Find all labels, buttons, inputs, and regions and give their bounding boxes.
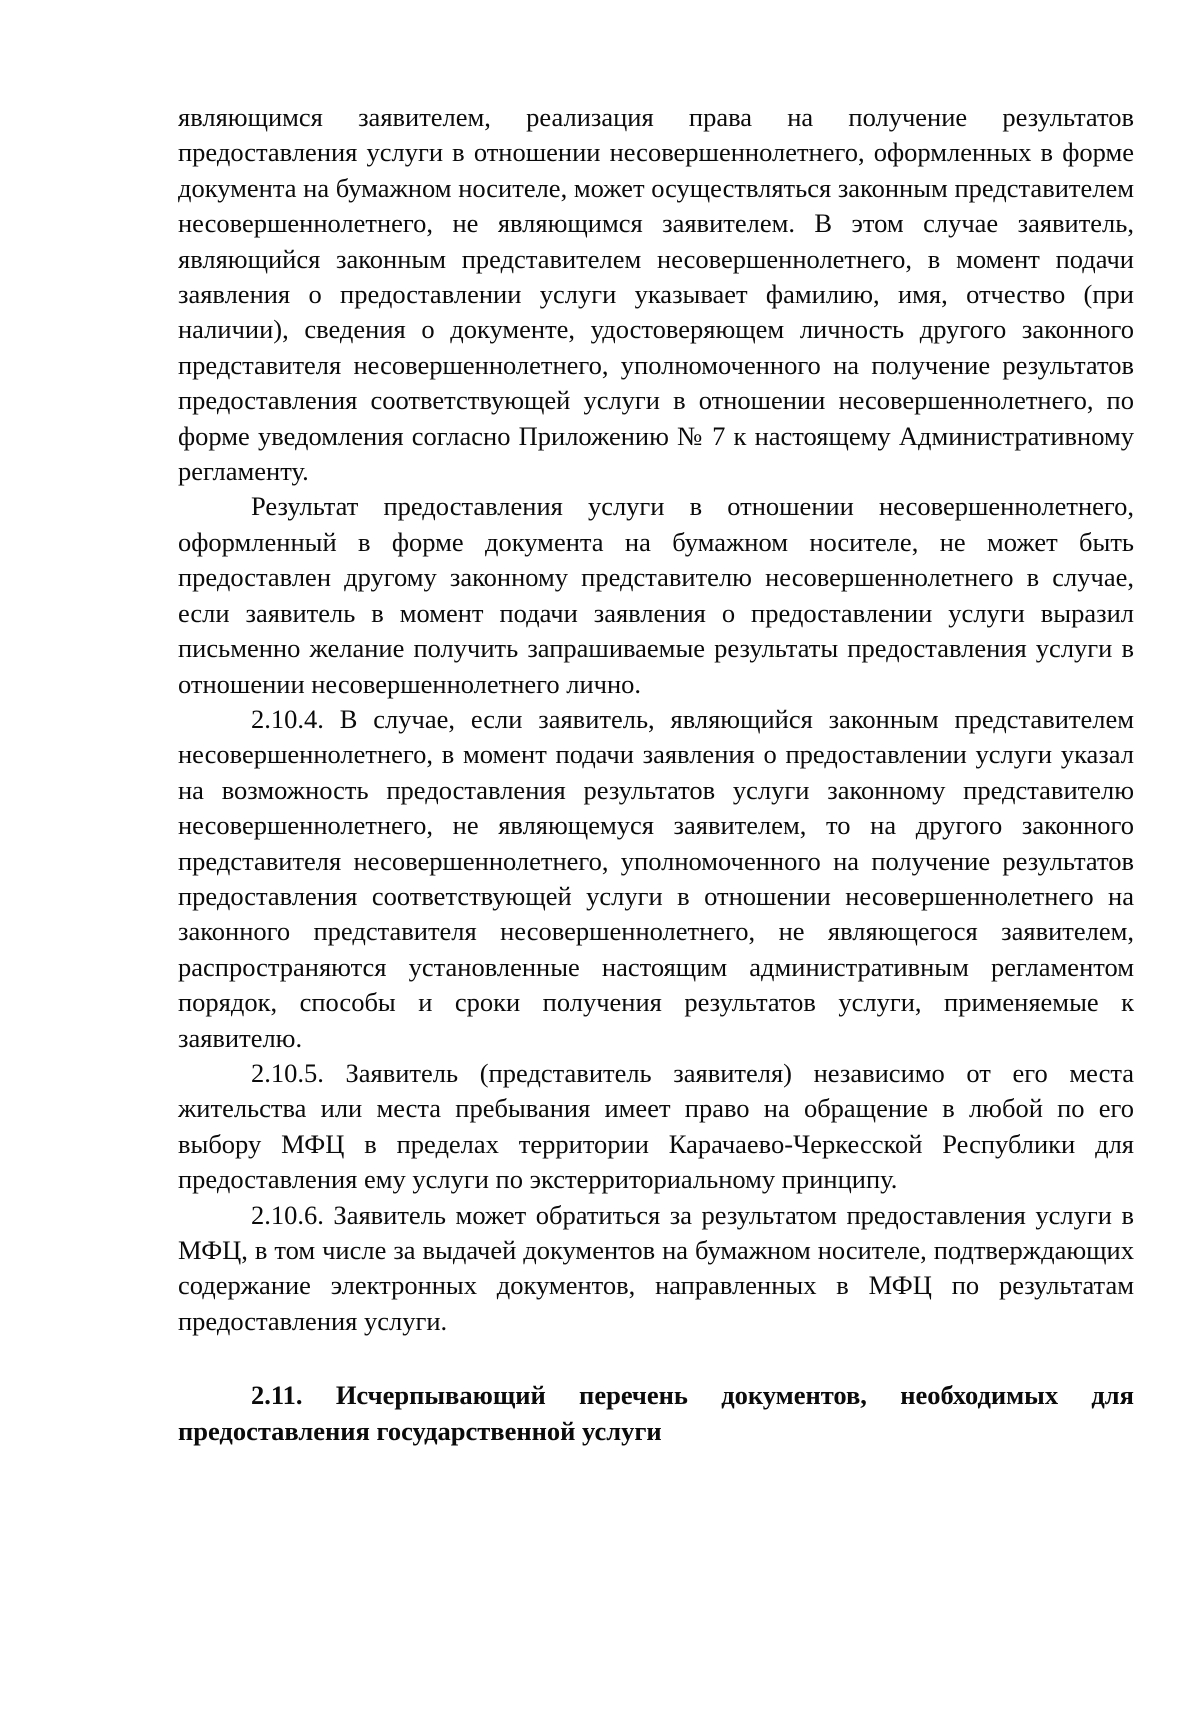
section-heading-2-11: 2.11. Исчерпывающий перечень документов, необходимых для предоставления государственной услуги — [178, 1380, 1134, 1447]
document-body — [178, 100, 1134, 1449]
paragraph-continuation: являющимся заявителем, реализация права на получение результатов предоставления услуги в отношении несовершеннолетнего, оформленных в форме документа на бумажном носителе, может осуществляться законным представителем несовершеннолетнего, не являющимся заявителем. В этом случае заявитель, являющийся законным представителем несовершеннолетнего, в момент подачи заявления о предоставлении услуги указывает фамилию, имя, отчество (при наличии), сведения о документе, удостоверяющем личность другого законного представителя несовершеннолетнего, уполномоченного на получение результатов предоставления соответствующей услуги в отношении несовершеннолетнего, по форме уведомления согласно Приложению № 7 к настоящему Административному регламенту. — [178, 102, 1134, 487]
paragraph-2-10-6: 2.10.6. Заявитель может обратиться за результатом предоставления услуги в МФЦ, в том числе за выдачей документов на бумажном носителе, подтверждающих содержание электронных документов, направленных в МФЦ по результатам предоставления услуги. — [178, 1199, 1134, 1336]
paragraph-2-10-4: 2.10.4. В случае, если заявитель, являющийся законным представителем несовершеннолетнего, в момент подачи заявления о предоставлении услуги указал на возможность предоставления результатов услуги законному представителю несовершеннолетнего, не являющемуся заявителем, то на другого законного представителя несовершеннолетнего, уполномоченного на получение результатов предоставления соответствующей услуги в отношении несовершеннолетнего на законного представителя несовершеннолетнего, не являющегося заявителем, распространяются установленные настоящим административным регламентом порядок, способы и сроки получения результатов услуги, применяемые к заявителю. — [178, 703, 1134, 1053]
paragraph-result-minor: Результат предоставления услуги в отношении несовершеннолетнего, оформленный в форме документа на бумажном носителе, не может быть предоставлен другому законному представителю несовершеннолетнего в случае, если заявитель в момент подачи заявления о предоставлении услуги выразил письменно желание получить запрашиваемые результаты предоставления услуги в отношении несовершеннолетнего лично. — [178, 491, 1134, 699]
paragraph-2-10-5: 2.10.5. Заявитель (представитель заявителя) независимо от его места жительства или места пребывания имеет право на обращение в любой по его выбору МФЦ в пределах территории Карачаево-Черкесской Республики для предоставления ему услуги по экстерриториальному принципу. — [178, 1057, 1134, 1195]
